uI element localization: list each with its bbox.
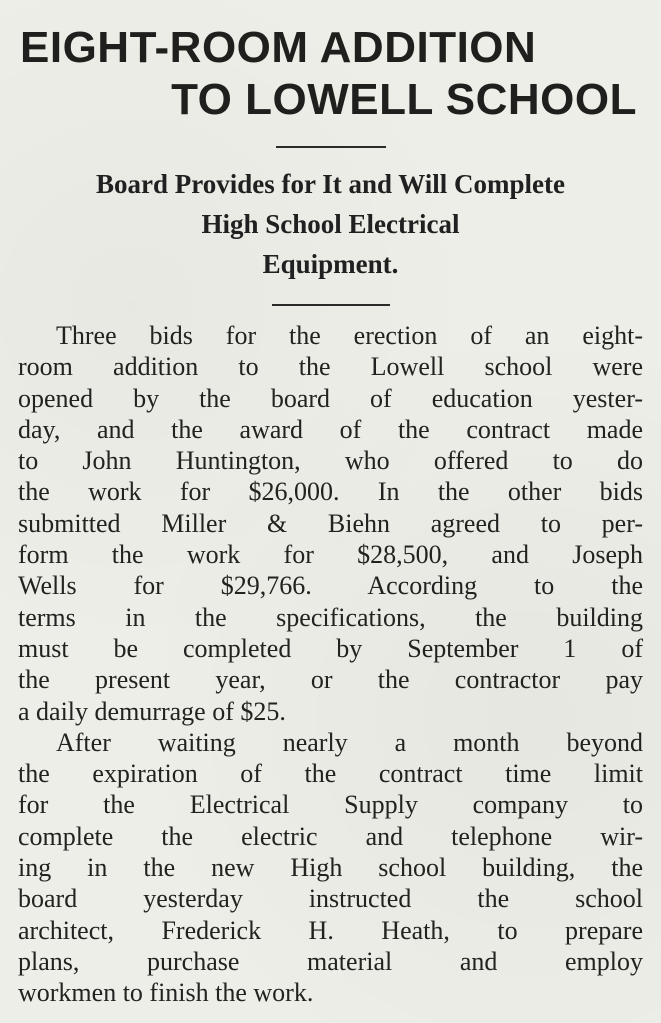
body-line: After waiting nearly a month beyond xyxy=(56,727,643,757)
body-line: submitted Miller & Biehn agreed to per- xyxy=(18,508,643,538)
body-line: plans, purchase material and employ xyxy=(18,946,643,976)
body-line: the present year, or the contractor pay xyxy=(18,665,643,695)
body-line: terms in the specifications, the building xyxy=(18,602,643,632)
body-line: for the Electrical Supply company to xyxy=(18,790,643,820)
body-line: complete the electric and telephone wir- xyxy=(18,821,643,851)
paragraph-2 xyxy=(18,727,643,1009)
body-line: day, and the award of the contract made xyxy=(18,414,643,444)
body-line: architect, Frederick H. Heath, to prepare xyxy=(18,915,643,945)
article-body xyxy=(18,320,643,1009)
body-line: to John Huntington, who offered to do xyxy=(18,446,643,476)
body-line: a daily demurrage of $25. xyxy=(18,696,286,726)
subheadline-divider xyxy=(272,304,390,306)
paragraph-1 xyxy=(18,320,643,727)
subheadline-line-1: Board Provides for It and Will Complete xyxy=(95,169,566,199)
body-line: board yesterday instructed the school xyxy=(18,884,643,914)
subheadline-line-3: Equipment. xyxy=(262,249,399,279)
headline-line-2: TO LOWELL SCHOOL xyxy=(171,75,637,124)
body-line: form the work for $28,500, and Joseph xyxy=(18,540,643,570)
subheadline-line-2: High School Electrical xyxy=(201,209,460,239)
body-line: must be completed by September 1 of xyxy=(18,633,643,663)
subheadline xyxy=(18,164,643,284)
body-line: ing in the new High school building, the xyxy=(18,853,643,883)
body-line: room addition to the Lowell school were xyxy=(18,352,643,382)
headline xyxy=(18,22,643,126)
body-line: Wells for $29,766. According to the xyxy=(18,571,643,601)
body-line: opened by the board of education yester- xyxy=(18,383,643,413)
body-line: the work for $26,000. In the other bids xyxy=(18,477,643,507)
headline-line-1: EIGHT-ROOM ADDITION xyxy=(20,23,537,72)
headline-divider xyxy=(276,146,386,148)
body-line: Three bids for the erection of an eight- xyxy=(56,321,643,350)
body-line: workmen to finish the work. xyxy=(18,978,314,1008)
body-line: the expiration of the contract time limit xyxy=(18,759,643,789)
